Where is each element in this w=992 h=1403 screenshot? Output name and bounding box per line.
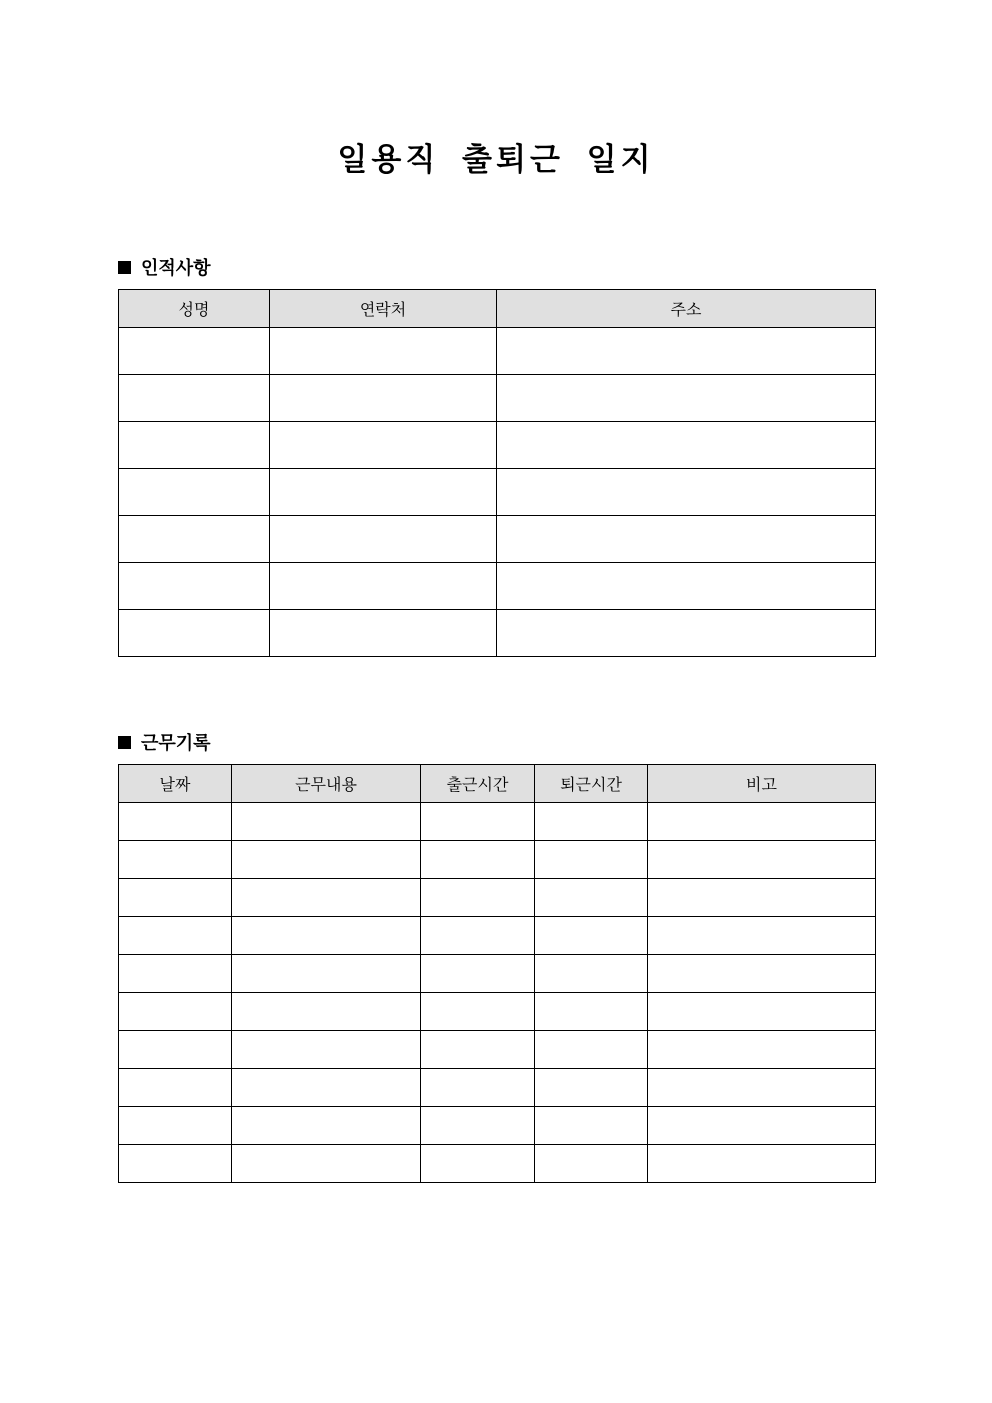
clock-out-cell[interactable] <box>535 1145 648 1183</box>
clock-out-cell[interactable] <box>535 955 648 993</box>
square-bullet-icon <box>118 736 131 749</box>
name-cell[interactable] <box>119 422 270 469</box>
work-content-cell[interactable] <box>232 803 421 841</box>
date-cell[interactable] <box>119 917 232 955</box>
name-cell[interactable] <box>119 469 270 516</box>
column-header-name: 성명 <box>119 290 270 328</box>
column-header-clock-in: 출근시간 <box>421 765 535 803</box>
clock-in-cell[interactable] <box>421 955 535 993</box>
section-heading-label: 근무기록 <box>141 733 211 754</box>
section-heading-label: 인적사항 <box>141 258 211 279</box>
clock-in-cell[interactable] <box>421 803 535 841</box>
clock-in-cell[interactable] <box>421 993 535 1031</box>
work-content-cell[interactable] <box>232 1031 421 1069</box>
section-heading-personal-info <box>118 254 211 280</box>
work-content-cell[interactable] <box>232 841 421 879</box>
table-header-row <box>119 765 876 803</box>
remarks-cell[interactable] <box>648 841 876 879</box>
date-cell[interactable] <box>119 1031 232 1069</box>
clock-out-cell[interactable] <box>535 1031 648 1069</box>
column-header-remarks: 비고 <box>648 765 876 803</box>
table-row <box>119 917 876 955</box>
clock-out-cell[interactable] <box>535 1107 648 1145</box>
contact-cell[interactable] <box>270 469 497 516</box>
column-header-contact: 연락처 <box>270 290 497 328</box>
contact-cell[interactable] <box>270 516 497 563</box>
personal-info-table <box>118 289 876 657</box>
date-cell[interactable] <box>119 993 232 1031</box>
column-header-date: 날짜 <box>119 765 232 803</box>
table-row <box>119 879 876 917</box>
work-content-cell[interactable] <box>232 917 421 955</box>
date-cell[interactable] <box>119 1069 232 1107</box>
work-content-cell[interactable] <box>232 1107 421 1145</box>
work-content-cell[interactable] <box>232 955 421 993</box>
table-row <box>119 993 876 1031</box>
remarks-cell[interactable] <box>648 917 876 955</box>
table-row <box>119 1031 876 1069</box>
address-cell[interactable] <box>497 516 876 563</box>
clock-in-cell[interactable] <box>421 879 535 917</box>
contact-cell[interactable] <box>270 563 497 610</box>
name-cell[interactable] <box>119 610 270 657</box>
clock-in-cell[interactable] <box>421 841 535 879</box>
clock-out-cell[interactable] <box>535 841 648 879</box>
name-cell[interactable] <box>119 516 270 563</box>
date-cell[interactable] <box>119 803 232 841</box>
date-cell[interactable] <box>119 1145 232 1183</box>
column-header-address: 주소 <box>497 290 876 328</box>
clock-in-cell[interactable] <box>421 1107 535 1145</box>
clock-in-cell[interactable] <box>421 1069 535 1107</box>
work-content-cell[interactable] <box>232 1145 421 1183</box>
contact-cell[interactable] <box>270 422 497 469</box>
section-heading-work-log <box>118 729 211 755</box>
remarks-cell[interactable] <box>648 1069 876 1107</box>
clock-in-cell[interactable] <box>421 917 535 955</box>
remarks-cell[interactable] <box>648 1145 876 1183</box>
clock-in-cell[interactable] <box>421 1031 535 1069</box>
table-row <box>119 563 876 610</box>
address-cell[interactable] <box>497 563 876 610</box>
table-row <box>119 841 876 879</box>
date-cell[interactable] <box>119 841 232 879</box>
clock-in-cell[interactable] <box>421 1145 535 1183</box>
name-cell[interactable] <box>119 563 270 610</box>
remarks-cell[interactable] <box>648 1031 876 1069</box>
table-row <box>119 610 876 657</box>
work-content-cell[interactable] <box>232 879 421 917</box>
table-row <box>119 1145 876 1183</box>
table-row <box>119 422 876 469</box>
remarks-cell[interactable] <box>648 993 876 1031</box>
contact-cell[interactable] <box>270 610 497 657</box>
clock-out-cell[interactable] <box>535 803 648 841</box>
table-header-row <box>119 290 876 328</box>
table-row <box>119 469 876 516</box>
clock-out-cell[interactable] <box>535 993 648 1031</box>
table-row <box>119 955 876 993</box>
address-cell[interactable] <box>497 469 876 516</box>
clock-out-cell[interactable] <box>535 879 648 917</box>
table-row <box>119 803 876 841</box>
table-row <box>119 328 876 375</box>
work-content-cell[interactable] <box>232 993 421 1031</box>
remarks-cell[interactable] <box>648 803 876 841</box>
document-title: 일용직 출퇴근 일지 <box>337 142 655 178</box>
date-cell[interactable] <box>119 879 232 917</box>
table-row <box>119 1069 876 1107</box>
contact-cell[interactable] <box>270 328 497 375</box>
address-cell[interactable] <box>497 422 876 469</box>
remarks-cell[interactable] <box>648 1107 876 1145</box>
address-cell[interactable] <box>497 610 876 657</box>
date-cell[interactable] <box>119 955 232 993</box>
name-cell[interactable] <box>119 328 270 375</box>
square-bullet-icon <box>118 261 131 274</box>
remarks-cell[interactable] <box>648 879 876 917</box>
work-log-table <box>118 764 876 1183</box>
contact-cell[interactable] <box>270 375 497 422</box>
name-cell[interactable] <box>119 375 270 422</box>
clock-out-cell[interactable] <box>535 1069 648 1107</box>
table-row <box>119 1107 876 1145</box>
address-cell[interactable] <box>497 375 876 422</box>
table-row <box>119 375 876 422</box>
work-content-cell[interactable] <box>232 1069 421 1107</box>
address-cell[interactable] <box>497 328 876 375</box>
remarks-cell[interactable] <box>648 955 876 993</box>
date-cell[interactable] <box>119 1107 232 1145</box>
table-row <box>119 516 876 563</box>
column-header-work-content: 근무내용 <box>232 765 421 803</box>
column-header-clock-out: 퇴근시간 <box>535 765 648 803</box>
clock-out-cell[interactable] <box>535 917 648 955</box>
